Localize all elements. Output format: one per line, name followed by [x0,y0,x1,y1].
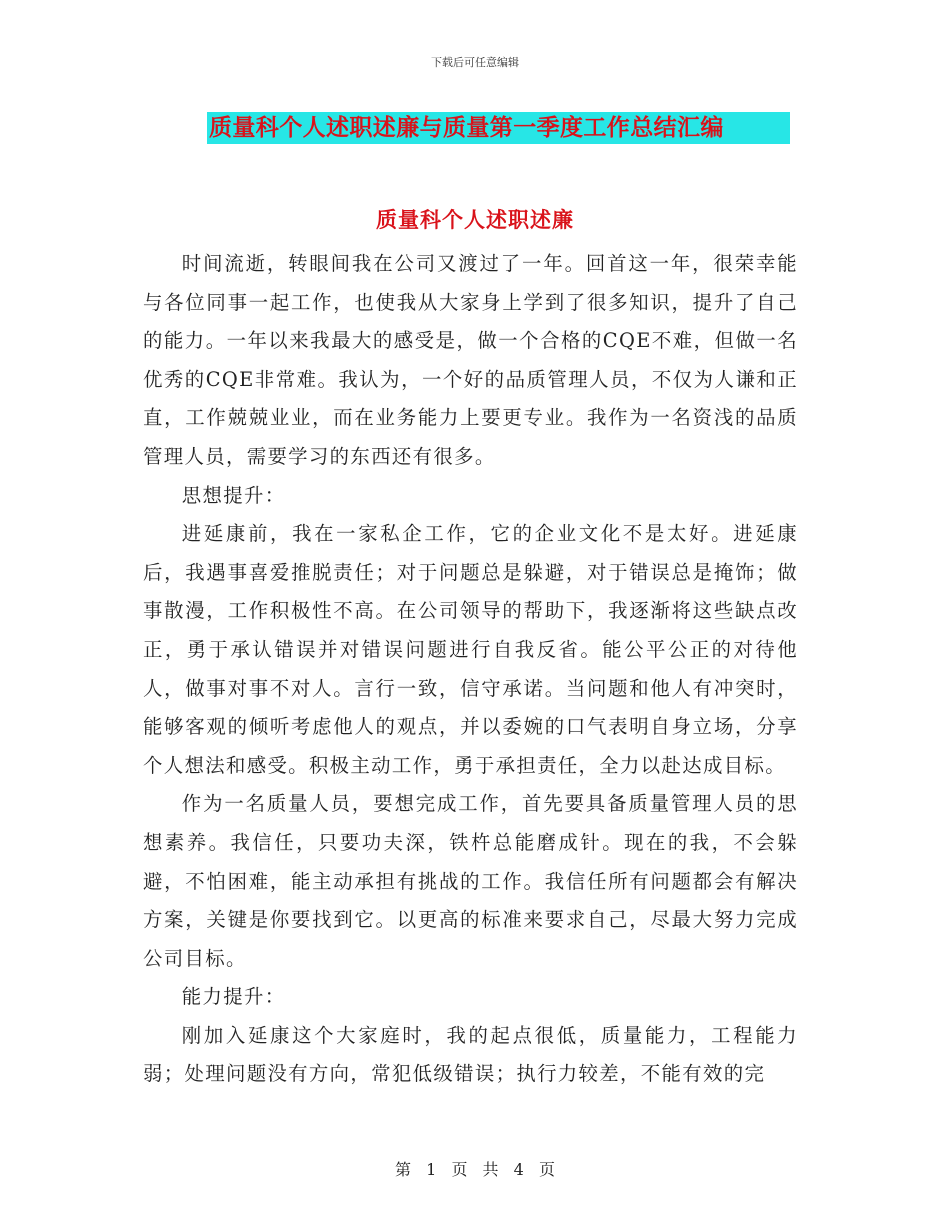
document-title-highlight [207,112,790,144]
paragraph-thought: 进延康前，我在一家私企工作，它的企业文化不是太好。进延康后，我遇事喜爱推脱责任；对于问题总是躲避，对于错误总是掩饰；做事散漫，工作积极性不高。在公司领导的帮助下，我逐渐将这些缺点改正，勇于承认错误并对错误问题进行自我反省。能公平公正的对待他人，做事对事不对人。言行一致，信守承诺。当问题和他人有冲突时，能够客观的倾听考虑他人的观点，并以委婉的口气表明自身立场，分享个人想法和感受。积极主动工作，勇于承担责任，全力以赴达成目标。 [143,522,798,777]
footer-suffix: 页 [538,1160,555,1179]
paragraph-intro: 时间流逝，转眼间我在公司又渡过了一年。回首这一年，很荣幸能与各位同事一起工作，也使我从大家身上学到了很多知识，提升了自己的能力。一年以来我最大的感受是，做一个合格的CQE不难，但做一名优秀的CQE非常难。我认为，一个好的品质管理人员，不仅为人谦和正直，工作兢兢业业，而在业务能力上要更专业。我作为一名资浅的品质管理人员，需要学习的东西还有很多。 [143,252,798,468]
section-title: 质量科个人述职述廉 [376,207,574,232]
header-note: 下载后可任意编辑 [431,56,519,69]
paragraph-quality-mindset: 作为一名质量人员，要想完成工作，首先要具备质量管理人员的思想素养。我信任，只要功夫深，铁杵总能磨成针。现在的我，不会躲避，不怕困难，能主动承担有挑战的工作。我信任所有问题都会有解决方案，关键是你要找到它。以更高的标准来要求自己，尽最大努力完成公司目标。 [143,792,798,970]
subheading-ability: 能力提升： [181,985,286,1009]
page-footer [0,1157,950,1180]
footer-total-prefix: 共 [482,1160,499,1179]
footer-current-page: 1 [426,1160,437,1179]
footer-total-pages: 4 [513,1160,524,1179]
footer-prefix: 第 [395,1160,412,1179]
footer-page-word: 页 [451,1160,468,1179]
paragraph-ability: 刚加入延康这个大家庭时，我的起点很低，质量能力，工程能力弱；处理问题没有方向，常犯低级错误；执行力较差，不能有效的完 [143,1023,798,1086]
subheading-thought: 思想提升： [181,483,286,507]
document-title: 质量科个人述职述廉与质量第一季度工作总结汇编 [209,114,724,141]
document-body [143,245,798,1094]
